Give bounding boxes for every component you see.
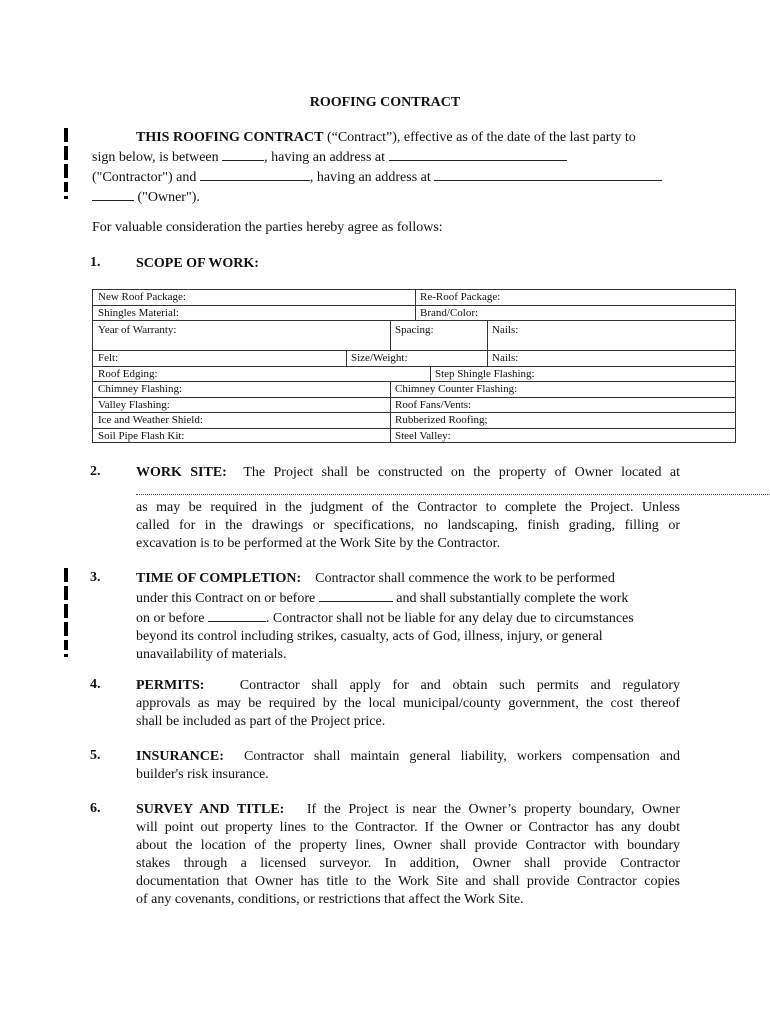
section-text: on or before	[136, 611, 208, 626]
change-bar-marker	[64, 164, 68, 178]
section-text: under this Contract on or before	[136, 591, 319, 606]
field-label: Soil Pipe Flash Kit:	[98, 430, 185, 442]
field-label: Nails:	[492, 352, 519, 364]
table-divider	[487, 321, 488, 367]
section-number: 3.	[90, 570, 101, 585]
section-text: approvals as may be required by the local municipal/county government, the cost thereof	[136, 696, 680, 711]
table-cell	[346, 351, 487, 367]
field-label: Brand/Color:	[420, 307, 479, 319]
table-cell	[93, 413, 390, 429]
work-site-address-line[interactable]	[136, 494, 770, 495]
intro-bold: THIS ROOFING CONTRACT	[136, 130, 324, 145]
change-bar-marker	[64, 604, 68, 618]
section-heading: SURVEY AND TITLE:	[136, 802, 285, 817]
field-label: Step Shingle Flashing:	[435, 368, 535, 380]
section-number: 5.	[90, 748, 101, 763]
change-bar-marker	[64, 128, 68, 142]
owner-name-blank[interactable]	[200, 167, 310, 181]
field-label: Rubberized Roofing;	[395, 414, 488, 426]
table-cell	[93, 398, 390, 413]
section-number: 2.	[90, 464, 101, 479]
section-heading: TIME OF COMPLETION:	[136, 571, 302, 586]
table-cell	[93, 306, 415, 321]
section-number: 1.	[90, 255, 101, 270]
table-divider	[346, 351, 347, 367]
field-label: Spacing:	[395, 324, 434, 336]
field-label: Shingles Material:	[98, 307, 179, 319]
field-label: Year of Warranty:	[98, 324, 177, 336]
section-text: excavation is to be performed at the Work Site by the Contractor.	[136, 536, 501, 551]
table-cell	[93, 351, 346, 367]
section-text: unavailability of materials.	[136, 647, 287, 662]
owner-address-blank[interactable]	[434, 167, 662, 181]
section-text: builder's risk insurance.	[136, 767, 269, 782]
section-text: will point out property lines to the Contractor. If the Owner or Contractor has any doubt	[136, 820, 680, 835]
consideration-text: For valuable consideration the parties hereby agree as follows:	[92, 220, 443, 235]
table-cell	[487, 321, 735, 351]
section-number: 6.	[90, 801, 101, 816]
section-4-body	[136, 677, 680, 731]
section-text: documentation that Owner has title to the Work Site and shall provide Contractor copies	[136, 874, 680, 889]
change-bar-marker	[64, 146, 68, 160]
change-bar-marker	[64, 182, 68, 192]
section-text: shall be included as part of the Project price.	[136, 714, 386, 729]
table-cell	[390, 382, 735, 398]
section-text: If the Project is near the Owner’s property boundary, Owner	[306, 802, 681, 817]
owner-extra-blank[interactable]	[92, 187, 134, 201]
section-text: beyond its control including strikes, casualty, acts of God, illness, injury, or general	[136, 629, 603, 644]
table-divider	[415, 290, 416, 321]
section-heading: WORK SITE:	[136, 465, 227, 480]
section-text: Contractor shall apply for and obtain such permits and regulatory	[239, 678, 680, 693]
contractor-name-blank[interactable]	[222, 147, 264, 161]
field-label: Roof Fans/Vents:	[395, 399, 472, 411]
table-cell	[487, 351, 735, 367]
intro-text: sign below, is between	[92, 150, 223, 165]
intro-text: ("Contractor") and	[92, 170, 200, 185]
section-text: about the location of the property lines, Owner shall provide Contractor with boundary	[136, 838, 680, 853]
change-bar-marker	[64, 586, 68, 600]
table-cell	[93, 290, 415, 306]
section-text: Contractor shall maintain general liability, workers compensation and	[244, 749, 681, 764]
section-heading: INSURANCE:	[136, 749, 224, 764]
field-label: Chimney Counter Flashing:	[395, 383, 518, 395]
table-divider	[430, 367, 431, 382]
table-cell	[415, 290, 735, 306]
field-label: Steel Valley:	[395, 430, 451, 442]
section-text: The Project shall be constructed on the property of Owner located at	[243, 465, 681, 480]
intro-text: (“Contract”), effective as of the date of the last party to	[323, 130, 636, 145]
table-cell	[93, 367, 430, 382]
field-label: Chimney Flashing:	[98, 383, 183, 395]
change-bar-marker	[64, 622, 68, 636]
section-heading: PERMITS:	[136, 678, 205, 693]
field-label: New Roof Package:	[98, 291, 186, 303]
field-label: Nails:	[492, 324, 519, 336]
contractor-address-blank[interactable]	[389, 147, 567, 161]
table-cell	[93, 382, 390, 398]
section-5-body	[136, 748, 680, 784]
intro-text: , having an address at	[264, 150, 389, 165]
intro-text: , having an address at	[309, 170, 435, 185]
table-cell	[415, 306, 735, 321]
document-title: ROOFING CONTRACT	[309, 95, 461, 110]
section-text: and shall substantially complete the work	[392, 591, 629, 606]
table-divider	[390, 321, 391, 351]
change-bar-marker	[64, 640, 68, 650]
field-label: Size/Weight:	[351, 352, 408, 364]
table-cell	[93, 321, 390, 351]
intro-text: ("Owner").	[134, 190, 200, 205]
change-bar-marker	[64, 568, 68, 582]
section-number: 4.	[90, 677, 101, 692]
table-cell	[430, 367, 735, 382]
table-cell	[93, 429, 390, 442]
section-text: Contractor shall commence the work to be performed	[315, 571, 615, 586]
completion-date-blank[interactable]	[208, 608, 266, 622]
table-cell	[390, 429, 735, 442]
intro-paragraph	[92, 129, 692, 207]
table-cell	[390, 413, 735, 429]
change-bar-marker	[64, 196, 68, 199]
table-cell	[390, 398, 735, 413]
table-divider	[390, 382, 391, 442]
section-2-first-line	[136, 464, 680, 482]
section-text: stakes through a licensed surveyor. In addition, Owner shall provide Contractor	[136, 856, 680, 871]
section-text: . Contractor shall not be liable for any delay due to circumstances	[265, 611, 634, 626]
field-label: Valley Flashing:	[98, 399, 170, 411]
section-text: called for in the drawings or specifications, no landscaping, finish grading, filling or	[136, 518, 680, 533]
section-text: as may be required in the judgment of the Contractor to complete the Project. Unless	[136, 500, 680, 515]
section-2-body	[136, 499, 680, 553]
field-label: Felt:	[98, 352, 119, 364]
field-label: Re-Roof Package:	[420, 291, 501, 303]
field-label: Ice and Weather Shield:	[98, 414, 203, 426]
scope-of-work-table	[92, 289, 736, 443]
start-date-blank[interactable]	[319, 588, 393, 602]
section-3-body	[136, 570, 680, 664]
section-heading: SCOPE OF WORK:	[136, 256, 259, 271]
section-text: of any covenants, conditions, or restrictions that affect the Work Site.	[136, 892, 524, 907]
section-6-body	[136, 801, 680, 909]
table-cell	[390, 321, 487, 351]
change-bar-marker	[64, 654, 68, 657]
field-label: Roof Edging:	[98, 368, 158, 380]
